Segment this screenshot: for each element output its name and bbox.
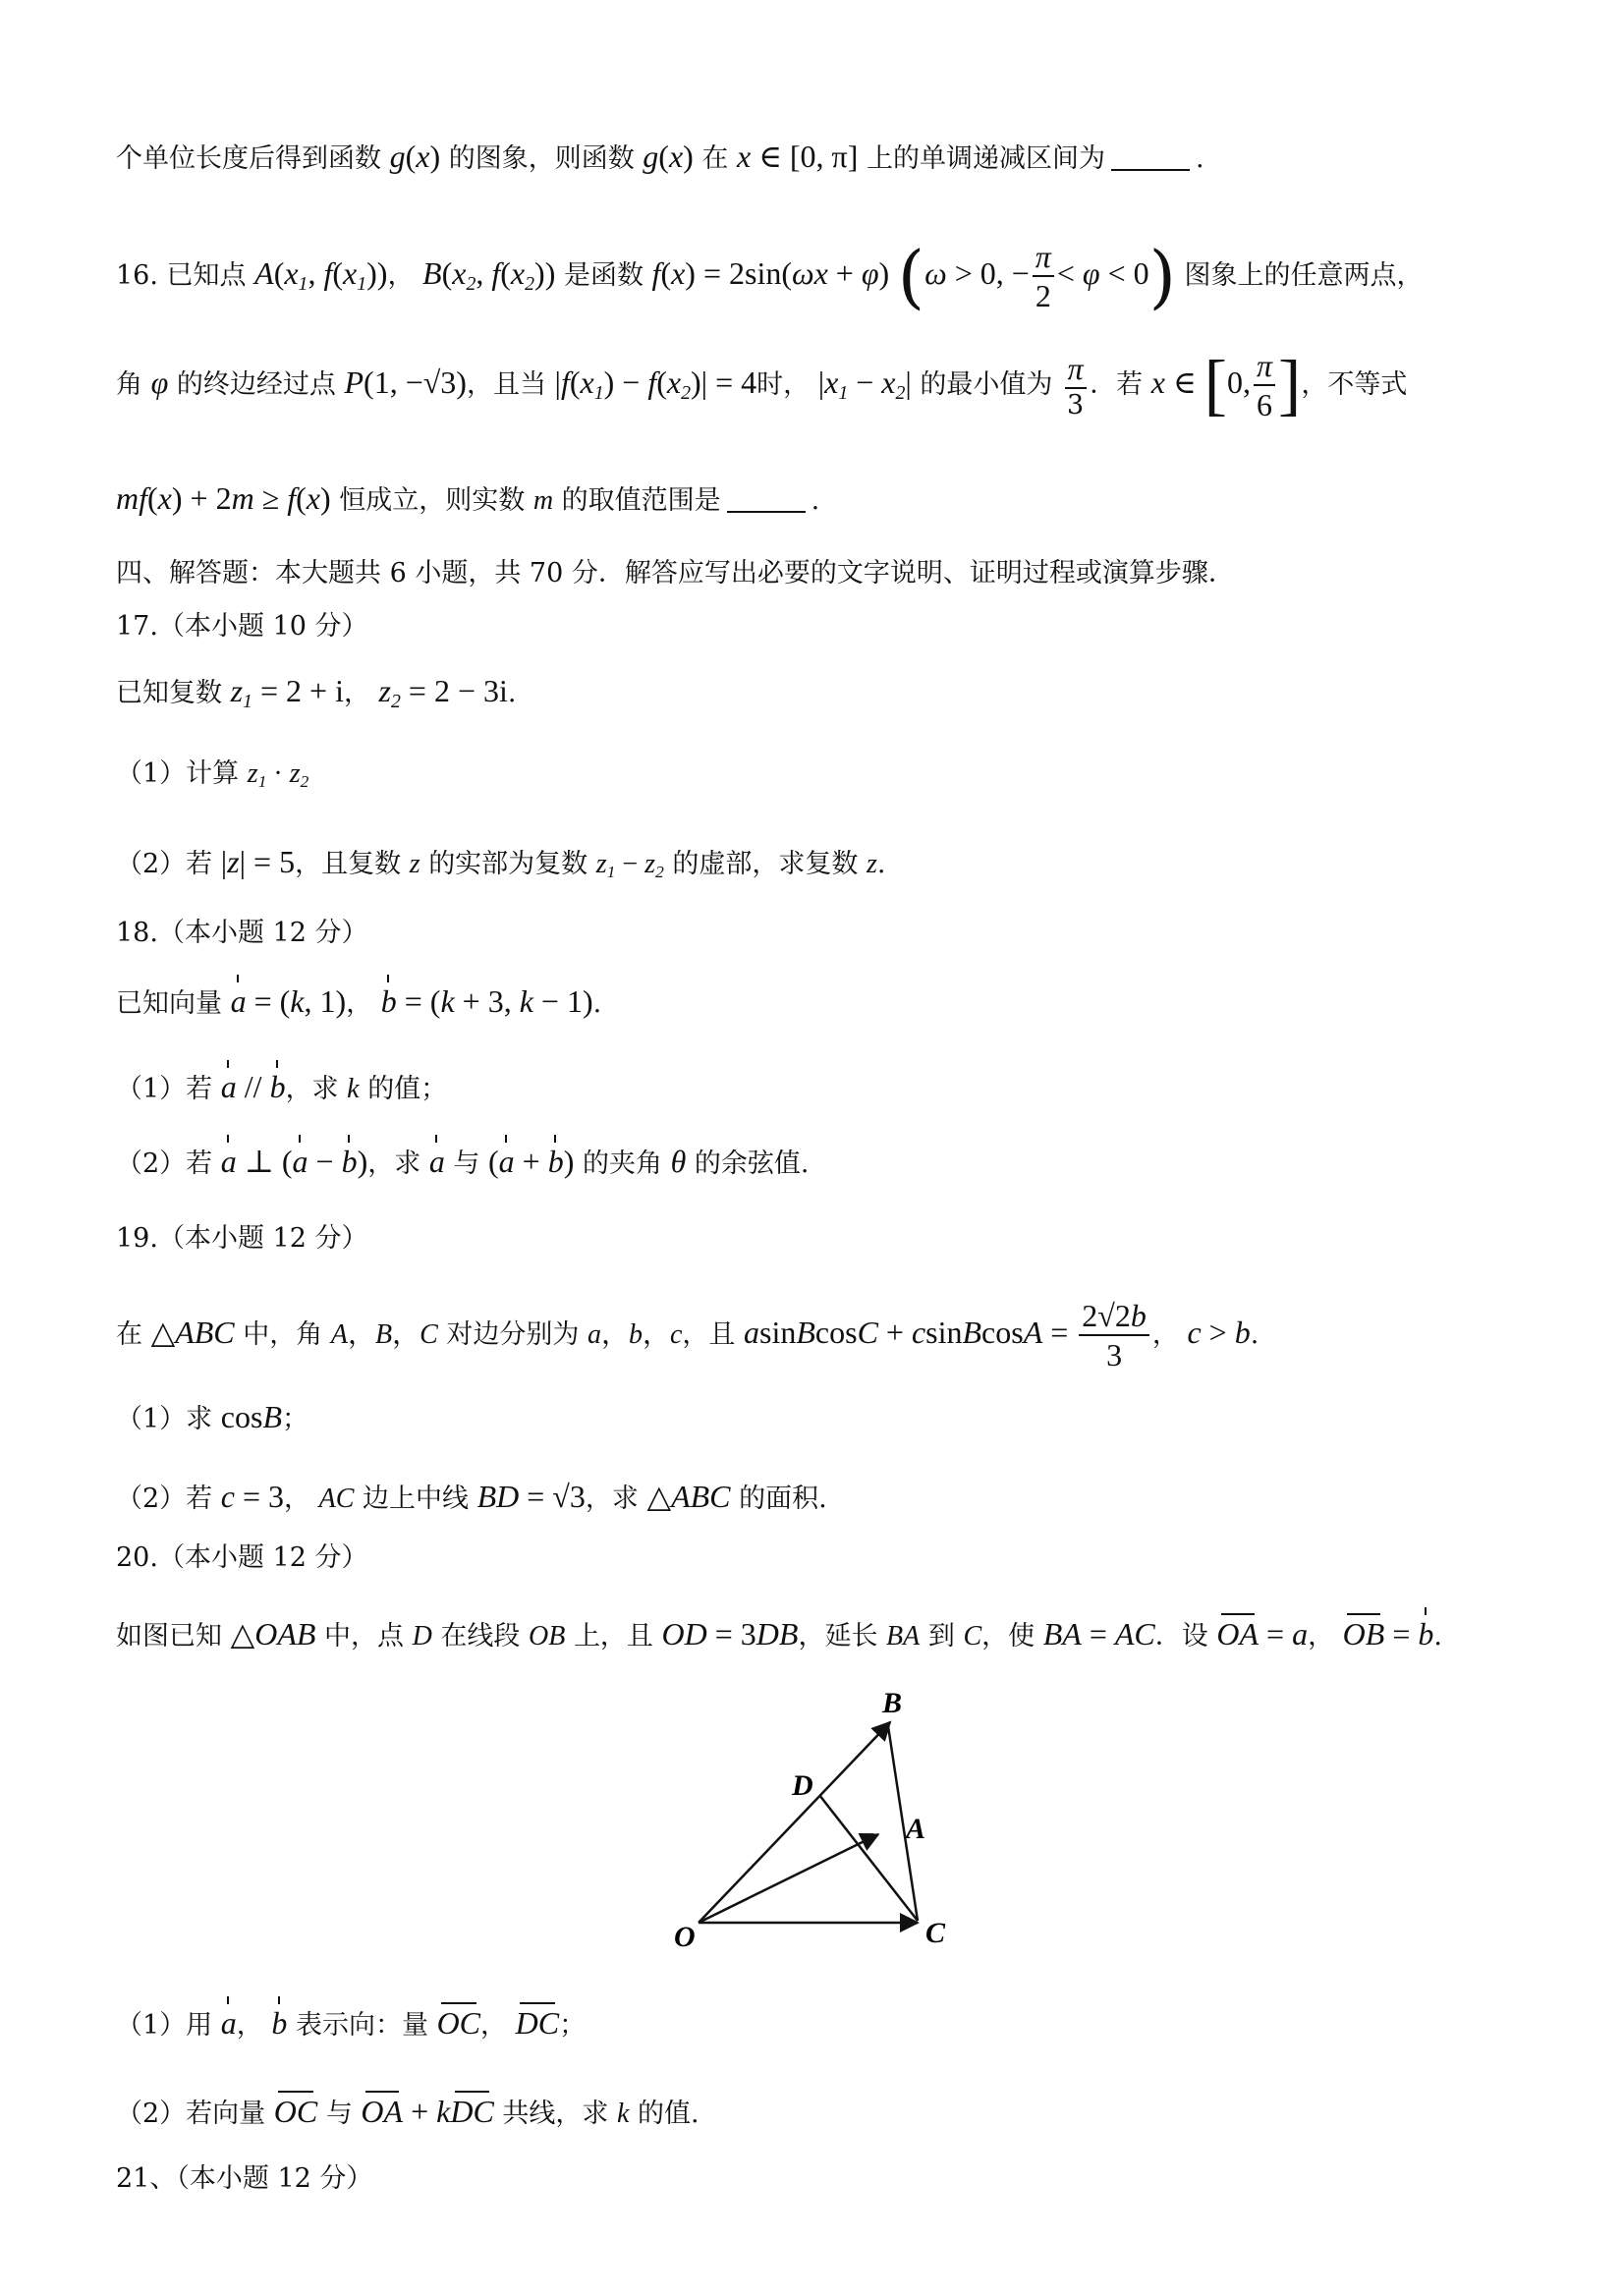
math-gx: g(x) [389,139,441,174]
text: ， [1308,1621,1335,1652]
math-phi: φ [150,364,169,401]
math-sides: a，b，c [587,1319,683,1351]
q20-title: 20.（本小题 12 分） [116,1542,368,1573]
text: . [1433,1621,1442,1652]
text: ， [343,678,370,708]
q17-intro [116,672,1515,714]
label-d: D [792,1769,813,1802]
q16-line1 [116,236,1515,317]
math-gx: g(x) [643,139,694,174]
math-ob-vec: OB = b [1342,1616,1434,1652]
text: 共线，求 [502,2099,609,2129]
text: 与 [325,2099,353,2129]
text: 角 [116,369,142,401]
math-dc-vec: DC [515,2005,560,2041]
math-k: k [616,2099,630,2129]
text: ，且当 [466,369,546,401]
math-a: a [428,1144,445,1179]
math-vector-b: b = (k + 3, k − 1) [380,983,593,1019]
q20-intro [116,1615,1515,1653]
answer-blank [1111,169,1190,171]
text: ，且复数 [295,849,402,879]
text: ， [346,988,373,1019]
math-m: m [532,485,554,516]
math-point-p: P(1, −√3) [344,364,467,401]
math-a: a [220,2005,237,2041]
text: 与 [453,1148,480,1179]
math-theta: θ [670,1144,687,1179]
text: （1）用 [116,2010,213,2041]
q19-title: 19.（本小题 12 分） [116,1223,368,1254]
math-bd: BD = √3 [476,1479,586,1514]
q17-part1 [116,757,1515,793]
text: . [876,849,886,879]
text: 到 [927,1621,955,1652]
text: 的实部为复数 [428,849,588,879]
text: 中，角 [243,1319,323,1351]
text: 的图象，则函数 [448,143,635,174]
q19-part2 [116,1478,1515,1516]
math-interval: x ∈ [0, π] [737,139,859,174]
text: 的值； [367,1074,448,1104]
text: ，求 [285,1074,339,1104]
q18-part1 [116,1068,1515,1106]
text: 的终边经过点 [176,369,336,401]
math-combo: OA + kDC [361,2094,494,2129]
math-ba: BA [886,1621,921,1652]
text: ．设 [1154,1621,1208,1652]
math-c-gt-b: c > b [1187,1315,1251,1351]
text: . [1250,1319,1259,1351]
math-cosb: cosB [220,1399,282,1434]
text: （2）若 [116,1148,213,1179]
math-sum: (a + b) [488,1144,575,1179]
text: ， [284,1484,311,1514]
text: 已知向量 [116,988,222,1019]
text: ， [1151,1319,1179,1351]
paren-open: ( [897,236,925,317]
text: （1）求 [116,1404,213,1434]
text: 中，点 [324,1621,404,1652]
text: ； [281,1404,308,1434]
math-triangle-abc: △ABC [150,1315,235,1351]
q16-line2 [116,349,1515,422]
label-o: O [674,1921,696,1951]
question-number: 16. [116,260,158,292]
text: 在 [701,143,729,174]
math-z: z [866,849,877,879]
q17-title: 17.（本小题 10 分） [116,611,368,642]
text: 的余弦值. [694,1148,810,1179]
math-pi-over-3: $\frac{\pi}{3}$ [1064,352,1087,420]
vector-oa [699,1834,878,1923]
math-z1: $z_1 = 2 + i$ [230,673,344,712]
text: （2）若 [116,1484,213,1514]
q20-part2 [116,2093,1515,2131]
text: 在 [116,1319,142,1351]
math-k: k [347,1074,360,1104]
math-oa-vec: OA = a [1216,1616,1309,1652]
text: ， [480,2010,508,2041]
section-heading: 四、解答题：本大题共 6 小题，共 70 分．解答应写出必要的文字说明、证明过程或演算步骤． [116,558,1235,588]
text: ，不等式 [1301,369,1408,401]
math-inequality: mf(x) + 2m ≥ f(x) [116,480,331,516]
text: （2）若向量 [116,2099,266,2129]
math-equation: asinBcosC + csinBcosA = $\frac{2√2b}{3}$ [744,1315,1152,1350]
text: 已知复数 [116,678,222,708]
q18-title: 18.（本小题 12 分） [116,918,368,948]
text: 个单位长度后得到函数 [116,143,381,174]
text: ，使 [981,1621,1035,1652]
text: （2）若 [116,849,213,879]
text: 上的单调递减区间为 [866,143,1105,174]
math-parallel: a // b [220,1069,286,1104]
q18-part2 [116,1143,1515,1180]
text: 的最小值为 [920,369,1053,401]
text: 表示向：量 [295,2010,428,2041]
q17-part2 [116,843,1515,883]
text: （1）计算 [116,758,240,789]
paren-close: ) [1148,236,1176,317]
text: . [592,988,602,1019]
text: ，求 [585,1484,639,1514]
q18-intro [116,982,1515,1020]
math-c: C [963,1621,982,1652]
math-x-range: x ∈ [0, $\frac{\pi}{6}$ ] [1150,347,1302,423]
math-z2: $z_2 = 2 - 3i$ [378,673,508,712]
math-point-b: $B(x_2$, $f(x_2)$) [422,255,556,295]
math-c3: c = 3 [220,1479,285,1514]
text: . [507,678,517,708]
text: 对边分别为 [446,1319,580,1351]
math-abs-x: $|x_1 - x_2|$ [817,364,912,404]
math-z: z [409,849,420,879]
math-ba-ac: BA = AC [1042,1616,1155,1652]
math-abc: A，B，C [330,1319,438,1351]
text: 如图已知 [116,1621,222,1652]
math-b: b [271,2005,288,2041]
math-product: $z_1 \cdot z_2$ [247,758,309,792]
vector-ob [699,1722,890,1923]
math-oc-vec: OC [273,2094,318,2129]
q21-title: 21、（本小题 12 分） [116,2163,373,2194]
math-diff: $z_1 - z_2$ [595,849,664,882]
math-condition: ω > 0, − $\frac{\pi}{2}$ < φ < 0 [924,239,1149,314]
text: 是函数 [563,260,644,292]
math-ob: OB [529,1621,566,1652]
math-vector-a: a = (k, 1) [230,983,347,1019]
math-abs-z: |z| = 5 [220,844,296,879]
math-od: OD = 3DB [661,1616,799,1652]
text: 图象上的任意两点， [1184,260,1424,292]
text: 恒成立，则实数 [339,485,526,516]
text: （1）若 [116,1074,213,1104]
text: . [1195,143,1204,174]
math-function: f(x) = 2sin(ωx + φ) [651,255,890,292]
math-ac: AC [318,1484,355,1514]
text: ．若 [1090,369,1144,401]
text: 边上中线 [363,1484,469,1514]
top-line [116,138,1515,175]
text: 的夹角 [582,1148,662,1179]
text: . [811,485,820,516]
math-triangle-oab: △OAB [230,1616,316,1652]
text: ，求 [367,1148,421,1179]
math-perp: a ⊥ (a − b) [220,1144,368,1179]
text: ， [236,2010,263,2041]
label-c: C [925,1917,946,1949]
segment-dc [819,1795,918,1921]
q19-intro [116,1299,1515,1372]
text: 上，且 [573,1621,653,1652]
label-a: A [906,1813,926,1845]
math-triangle-abc: △ABC [646,1479,731,1514]
triangle-figure [664,1683,988,1951]
text: 的值. [638,2099,700,2129]
math-point-a: $A(x_1$, $f(x_1)$) [254,255,388,295]
text: 的虚部，求复数 [672,849,859,879]
text: 在线段 [440,1621,521,1652]
math-oc-vec: OC [436,2005,481,2041]
answer-blank [727,511,806,513]
q20-part1 [116,2004,1515,2042]
q19-part1 [116,1398,1515,1435]
text: 的面积. [739,1484,827,1514]
math-d: D [412,1621,432,1652]
text: ，且 [682,1319,736,1351]
text: ； [559,2010,587,2041]
text: 的取值范围是 [561,485,721,516]
text: ， [387,260,415,292]
label-b: B [882,1687,903,1719]
text: ，延长 [798,1621,878,1652]
math-abs-diff: $|f(x_1) - f(x_2)| = 4$ [554,364,757,404]
text: 已知点 [166,260,247,292]
text: 时， [756,369,811,401]
q16-line3 [116,479,1515,518]
